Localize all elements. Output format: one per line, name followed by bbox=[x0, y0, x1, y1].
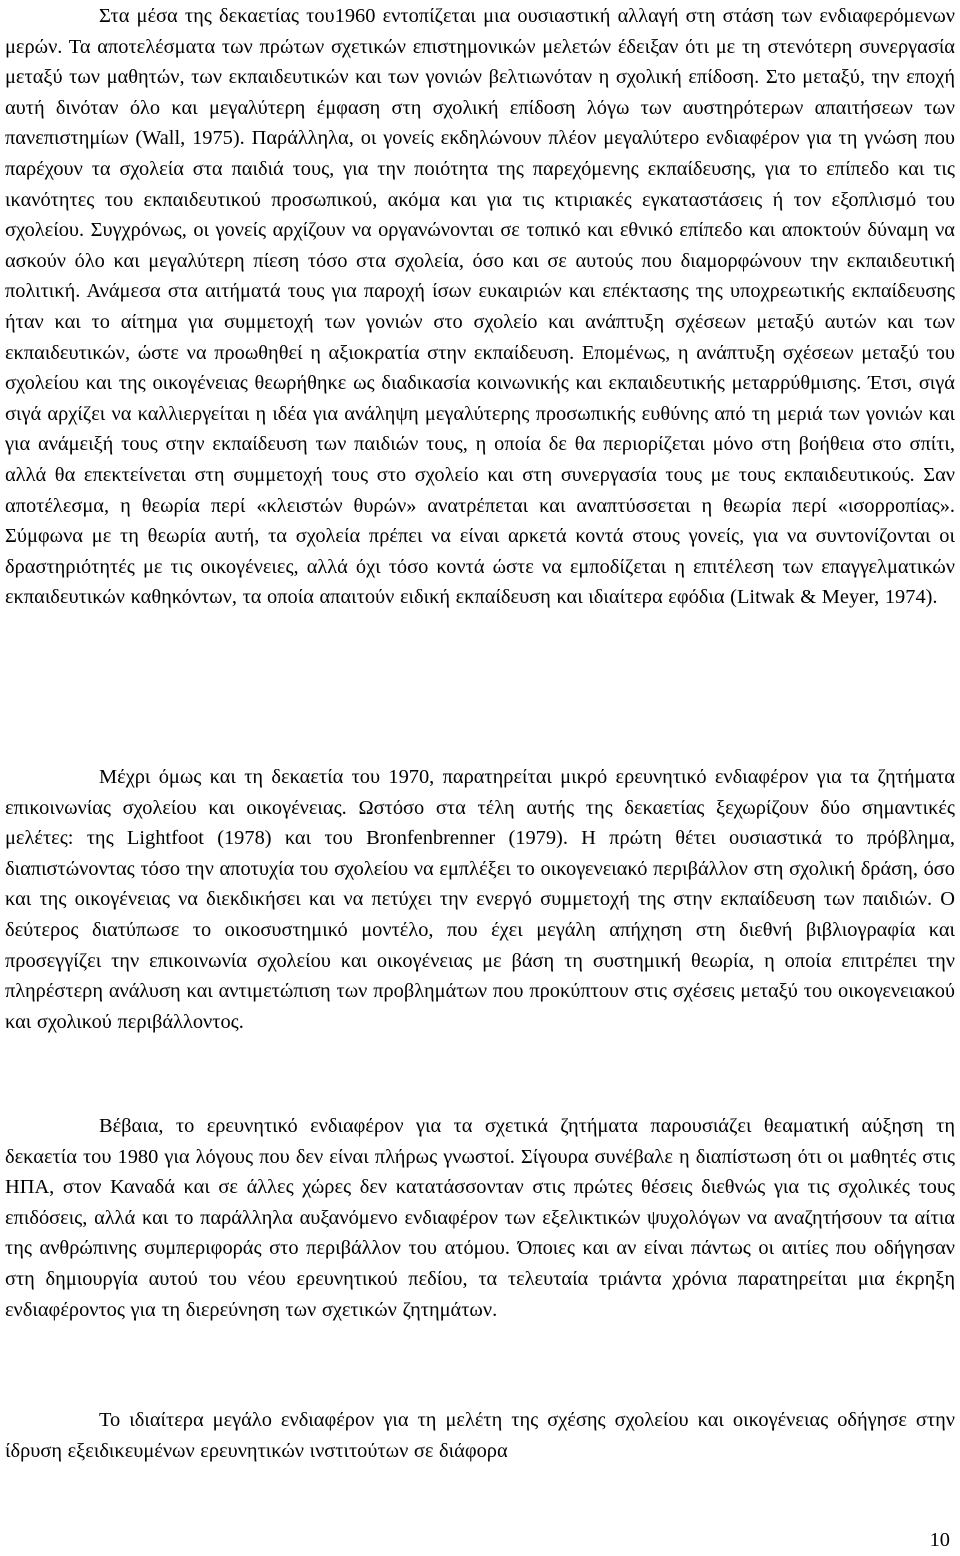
paragraph-1970s-research: Μέχρι όμως και τη δεκαετία του 1970, παρατηρείται μικρό ερευνητικό ενδιαφέρον για τα ζητήματα επικοινωνίας σχολείου και οικογένειας. Ωστόσο στα τέλη αυτής της δεκαετίας ξεχωρίζουν δύο σημαντικές μελέτες: της Lightfoot (1978) και του Bronfenbrenner (1979). Η πρώτη θέτει ουσιαστικά το πρόβλημα, διαπιστώνοντας τόσο την αποτυχία του σχολείου να εμπλέξει το οικογενειακό περιβάλλον στη σχολική δράση, όσο και της οικογένειας να διεκδικήσει και να πετύχει την ενεργό συμμετοχή της στην εκπαίδευση των παιδιών. Ο δεύτερος διατύπωσε το οικοσυστημικό μοντέλο, που έχει μεγάλη απήχηση στη διεθνή βιβλιογραφία και προσεγγίζει την επικοινωνία σχολείου και οικογένειας με βάση τη συστημική θεωρία, η οποία επιτρέπει την πληρέστερη ανάλυση και αντιμετώπιση των προβλημάτων που προκύπτουν στις σχέσεις μεταξύ του οικογενειακού και σχολικού περιβάλλοντος. bbox=[5, 766, 955, 1033]
page-number: 10 bbox=[929, 1529, 950, 1551]
paragraph-1980s-growth: Βέβαια, το ερευνητικό ενδιαφέρον για τα σχετικά ζητήματα παρουσιάζει θεαματική αύξηση τη δεκαετία του 1980 για λόγους που δεν είναι πλήρως γνωστοί. Σίγουρα συνέβαλε η διαπίστωση ότι οι μαθητές στις ΗΠΑ, στον Καναδά και σε άλλες χώρες δεν κατατάσσονταν στις πρώτες θέσεις διεθνώς για τις σχολικές τους επιδόσεις, αλλά και το παράλληλα αυξανόμενο ενδιαφέρον των εξελικτικών ψυχολόγων να αναζητήσουν τα αίτια της ανθρώπινης συμπεριφοράς στο περιβάλλον του ατόμου. Όποιες και αν είναι πάντως οι αιτίες που οδήγησαν στη δημιουργία αυτού του νέου ερευνητικού πεδίου, τα τελευταία τριάντα χρόνια παρατηρείται μια έκρηξη ενδιαφέροντος για τη διερεύνηση των σχετικών ζητημάτων. bbox=[5, 1115, 955, 1321]
paragraph-1960s-shift: Στα μέσα της δεκαετίας του1960 εντοπίζεται μια ουσιαστική αλλαγή στη στάση των ενδιαφερόμενων μερών. Τα αποτελέσματα των πρώτων σχετικών επιστημονικών μελετών έδειξαν ότι με τη στενότερη συνεργασία μεταξύ των μαθητών, των εκπαιδευτικών και των γονιών βελτιωνόταν η σχολική επίδοση. Στο μεταξύ, την εποχή αυτή δινόταν όλο και μεγαλύτερη έμφαση στη σχολική επίδοση λόγω των αυστηρότερων απαιτήσεων των πανεπιστημίων (Wall, 1975). Παράλληλα, οι γονείς εκδηλώνουν πλέον μεγαλύτερο ενδιαφέρον για τη γνώση που παρέχουν τα σχολεία στα παιδιά τους, για την ποιότητα της παρεχόμενης εκπαίδευσης, για το επίπεδο και τις ικανότητες του εκπαιδευτικού προσωπικού, ακόμα και για τις κτιριακές εγκαταστάσεις ή τον εξοπλισμό του σχολείου. Συγχρόνως, οι γονείς αρχίζουν να οργανώνονται σε τοπικό και εθνικό επίπεδο και αποκτούν δύναμη να ασκούν όλο και μεγαλύτερη πίεση τόσο στα σχολεία, όσο και σε αυτούς που διαμορφώνουν την εκπαιδευτική πολιτική. Ανάμεσα στα αιτήματά τους για παροχή ίσων ευκαιριών και επέκτασης της υποχρεωτικής εκπαίδευσης ήταν και το αίτημα για συμμετοχή των γονιών στο σχολείο και ανάπτυξη σχέσεων μεταξύ αυτών και των εκπαιδευτικών, ώστε να προωθηθεί η αξιοκρατία στην εκπαίδευση. Επομένως, η ανάπτυξη σχέσεων μεταξύ του σχολείου και της οικογένειας θεωρήθηκε ως διαδικασία κοινωνικής και εκπαιδευτικής μεταρρύθμισης. Έτσι, σιγά σιγά αρχίζει να καλλιεργείται η ιδέα για ανάληψη μεγαλύτερης προσωπικής ευθύνης από τη μεριά των γονιών και για ανάμειξή τους στην εκπαίδευση των παιδιών τους, η οποία δε θα περιορίζεται μόνο στη βοήθεια στο σπίτι, αλλά θα επεκτείνεται στη συμμετοχή τους στο σχολείο και στη συνεργασία τους με τους εκπαιδευτικούς. Σαν αποτέλεσμα, η θεωρία περί «κλειστών θυρών» ανατρέπεται και αναπτύσσεται η θεωρία περί «ισορροπίας». Σύμφωνα με τη θεωρία αυτή, τα σχολεία πρέπει να είναι αρκετά κοντά στους γονείς, για να συντονίζονται οι δραστηριότητές με τις οικογένειες, αλλά όχι τόσο κοντά ώστε να εμποδίζεται η επιτέλεση των επαγγελματικών εκπαιδευτικών καθηκόντων, τα οποία απαιτούν ειδική εκπαίδευση και ιδιαίτερα εφόδια (Litwak & Meyer, 1974). bbox=[5, 5, 955, 609]
paragraph-research-institutes: Το ιδιαίτερα μεγάλο ενδιαφέρον για τη μελέτη της σχέσης σχολείου και οικογένειας οδήγησε στην ίδρυση εξειδικευμένων ερευνητικών ινστιτούτων σε διάφορα bbox=[5, 1409, 955, 1462]
